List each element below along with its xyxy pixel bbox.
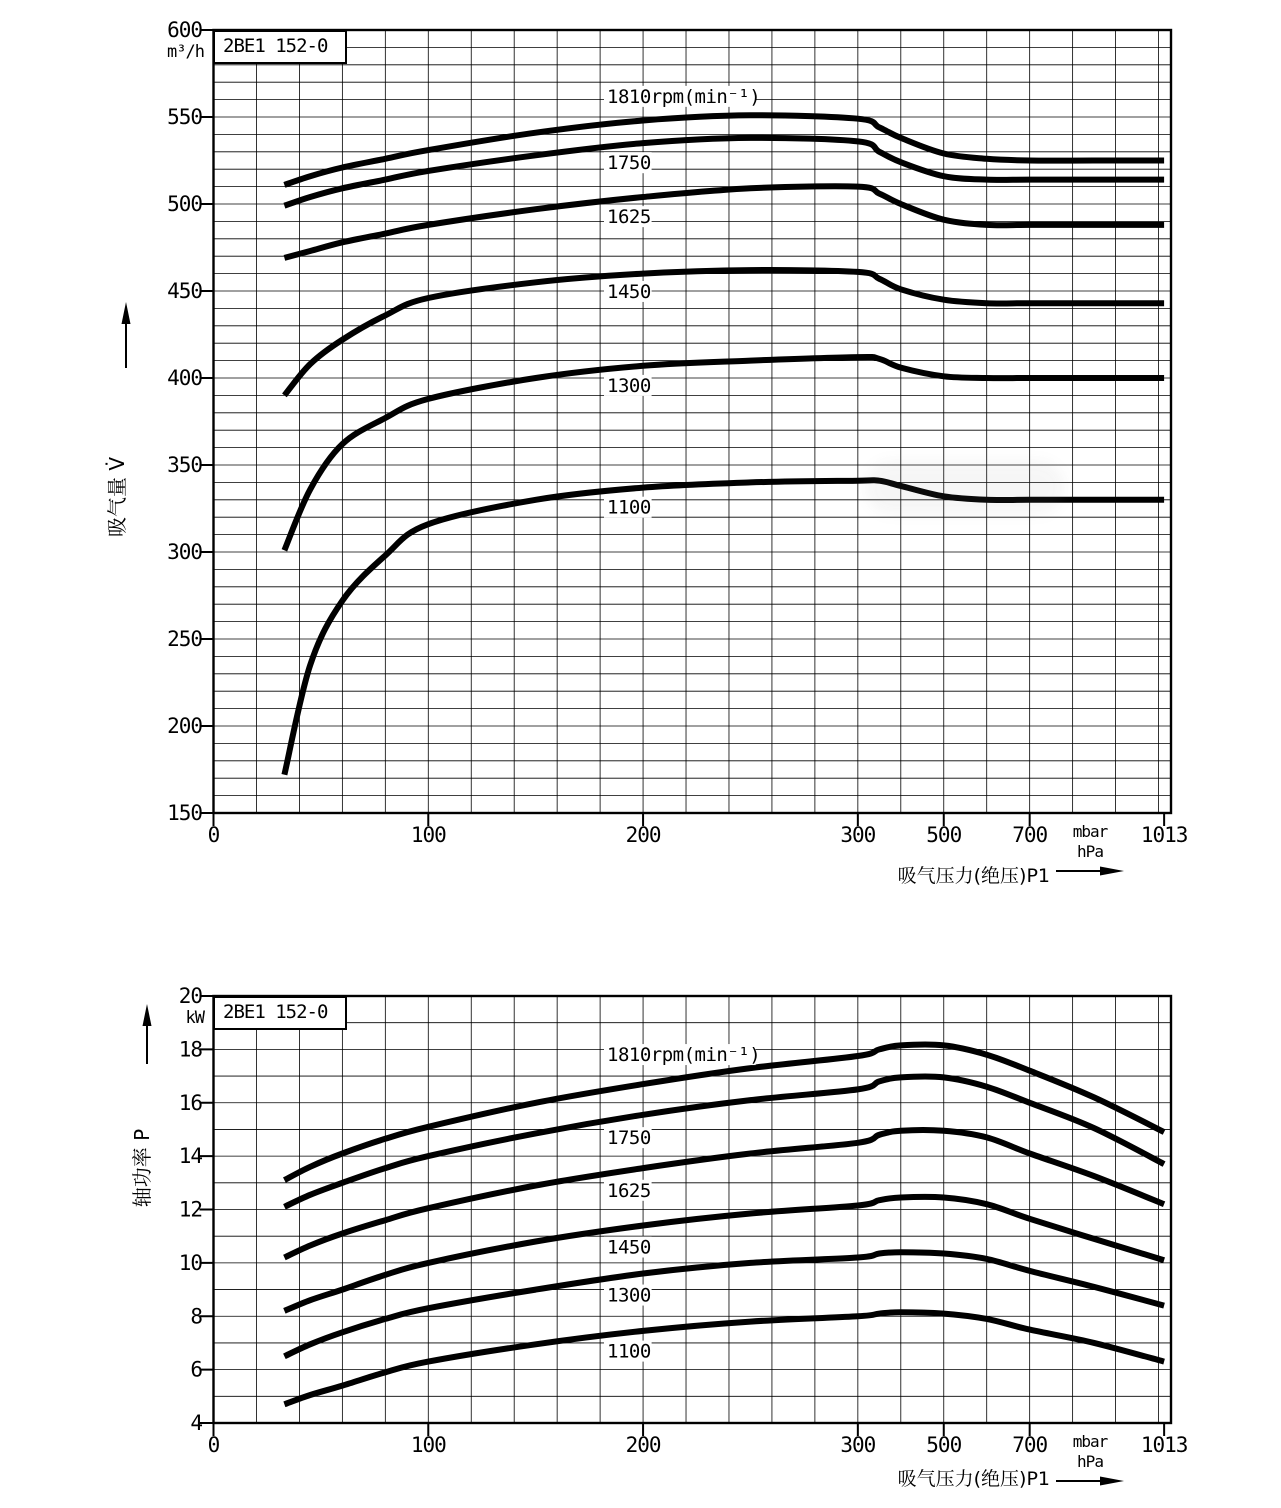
x-axis-arrow-head-icon: [1100, 867, 1124, 876]
y-tick-label: 250: [167, 627, 202, 651]
y-tick-label: 4: [190, 1411, 202, 1435]
y-tick-label: 600: [167, 18, 202, 42]
x-tick-label: 1013: [1140, 823, 1188, 847]
y-tick-label: 500: [167, 192, 202, 216]
x-tick-label: 700: [1012, 823, 1048, 847]
curve-1625-rpm: [284, 1130, 1164, 1257]
x-tick-label: 700: [1012, 1433, 1048, 1457]
capacity-model-label: 2BE1 152-0: [223, 35, 328, 57]
curve-1750-rpm: [284, 1077, 1164, 1207]
y-tick-label: 16: [178, 1090, 202, 1115]
x-tick-label: 0: [207, 1433, 220, 1457]
series-label-1810: 1810rpm(min⁻¹): [607, 85, 761, 108]
power-y-unit-label: kW: [185, 1008, 204, 1028]
y-tick-label: 350: [167, 453, 202, 477]
x-unit-mbar-label: mbar: [1072, 822, 1108, 841]
faint-watermark: [865, 460, 1065, 515]
curve-1300-rpm: [284, 357, 1164, 550]
x-unit-hpa-label: hPa: [1077, 1452, 1103, 1471]
x-tick-label: 200: [625, 823, 661, 847]
capacity-chart: [122, 18, 1188, 876]
grid: [214, 30, 1172, 813]
y-tick-label: 550: [167, 105, 202, 129]
y-tick-label: 10: [178, 1250, 202, 1275]
y-tick-label: 6: [190, 1357, 202, 1382]
y-tick-label: 150: [167, 801, 202, 825]
series-label-1625: 1625: [607, 1179, 651, 1202]
x-tick-label: 300: [840, 1433, 876, 1457]
curve-1100-rpm: [284, 1312, 1164, 1404]
series-label-1300: 1300: [607, 1284, 651, 1307]
y-tick-label: 450: [167, 279, 202, 303]
x-unit-mbar-label: mbar: [1072, 1432, 1108, 1451]
series-label-1450: 1450: [607, 280, 651, 303]
capacity-y-axis-title: 吸气量 V̇: [105, 456, 129, 538]
x-tick-label: 200: [625, 1433, 661, 1457]
capacity-y-unit-label: m³/h: [167, 42, 204, 62]
y-tick-label: 14: [178, 1144, 202, 1169]
series-label-1450: 1450: [607, 1236, 651, 1259]
series-label-1810: 1810rpm(min⁻¹): [607, 1044, 761, 1067]
x-tick-label: 100: [410, 1433, 446, 1457]
series-label-1100: 1100: [607, 496, 651, 519]
x-axis-arrow-head-icon: [1100, 1477, 1124, 1486]
x-tick-label: 500: [926, 1433, 962, 1457]
power-model-label-box: [213, 996, 347, 1030]
curve-1100-rpm: [284, 480, 1164, 774]
power-x-axis-title: 吸气压力(绝压)P1: [897, 1468, 1050, 1490]
capacity-model-label-box: [213, 30, 347, 64]
series-label-1625: 1625: [607, 206, 651, 229]
series-label-1300: 1300: [607, 374, 651, 397]
power-y-axis-title: 轴功率 P: [130, 1128, 154, 1208]
power-model-label: 2BE1 152-0: [223, 1001, 328, 1023]
y-tick-label: 200: [167, 714, 202, 738]
curve-1750-rpm: [284, 138, 1164, 206]
series-label-1750: 1750: [607, 1127, 651, 1150]
y-tick-label: 12: [178, 1197, 202, 1222]
y-tick-label: 18: [178, 1037, 202, 1062]
x-tick-label: 300: [840, 823, 876, 847]
ticks: [200, 30, 1165, 826]
curve-1625-rpm: [284, 186, 1164, 258]
y-tick-label: 20: [178, 984, 202, 1008]
series-label-1100: 1100: [607, 1340, 651, 1363]
x-tick-label: 500: [926, 823, 962, 847]
x-unit-hpa-label: hPa: [1077, 842, 1103, 861]
x-tick-label: 0: [207, 823, 220, 847]
capacity-x-axis-title: 吸气压力(绝压)P1: [897, 865, 1050, 887]
y-tick-label: 400: [167, 366, 202, 390]
x-tick-label: 100: [410, 823, 446, 847]
y-tick-label: 8: [190, 1304, 202, 1329]
power-chart: [143, 984, 1188, 1486]
plot-border: [214, 30, 1172, 813]
y-tick-label: 300: [167, 540, 202, 564]
series-label-1750: 1750: [607, 152, 651, 175]
y-axis-arrow-head-icon: [122, 302, 131, 324]
x-tick-label: 1013: [1140, 1433, 1188, 1457]
